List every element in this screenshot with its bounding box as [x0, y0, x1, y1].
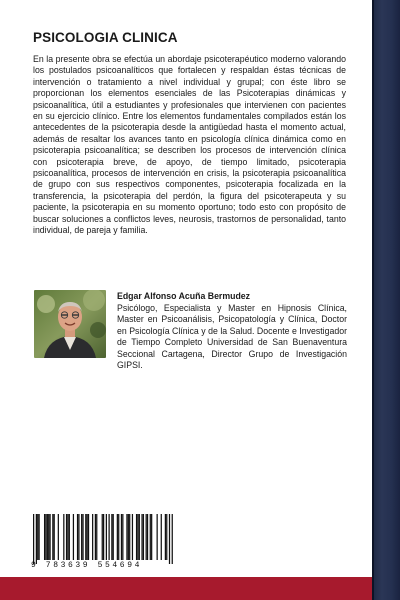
barcode-bar	[67, 514, 68, 560]
barcode-bar	[37, 514, 38, 560]
spine-edge	[372, 0, 374, 600]
barcode-bar	[108, 514, 109, 560]
barcode-bar	[126, 514, 127, 560]
barcode-bar	[69, 514, 70, 560]
barcode-bar	[88, 514, 89, 560]
barcode-bar	[117, 514, 118, 560]
barcode-bar	[82, 514, 83, 560]
barcode-bar	[151, 514, 152, 560]
barcode-bar	[33, 514, 34, 564]
barcode-bar	[38, 514, 39, 560]
barcode-bar	[143, 514, 144, 560]
barcode-bar	[111, 514, 112, 560]
barcode-bar	[87, 514, 88, 560]
barcode-bar	[169, 514, 170, 564]
barcode-bar	[141, 514, 142, 560]
barcode-bar	[92, 514, 93, 560]
bottom-color-band	[0, 577, 372, 600]
barcode-bar	[118, 514, 119, 560]
barcode-bar	[122, 514, 123, 560]
barcode-bar	[129, 514, 130, 560]
barcode-bar	[58, 514, 59, 560]
barcode-bar	[165, 514, 166, 560]
barcode-bar	[63, 514, 64, 560]
barcode-bar	[54, 514, 55, 560]
barcode-bar	[49, 514, 50, 560]
barcode-bar	[103, 514, 104, 560]
barcode-bar	[36, 514, 37, 564]
barcode-bar	[157, 514, 158, 560]
barcode-bar	[45, 514, 46, 560]
barcode-bar	[95, 514, 96, 560]
barcode-bar	[81, 514, 82, 560]
barcode-digits: 9 783639 554694	[31, 561, 143, 570]
barcode-bar	[48, 514, 49, 560]
barcode-bar	[77, 514, 78, 560]
book-spine	[372, 0, 400, 600]
barcode-bar	[150, 514, 151, 560]
barcode-bar	[147, 514, 148, 560]
book-description: En la presente obra se efectúa un abordaje psicoterapéutico moderno valorando los postulados psicoanalíticos que fortalecen y respaldan éstas técnicas de intervención o tratamiento a nivel individual y grupal; con éste libro se proporcionan los elementos esenciales de las Psicoterapias dinámicas y psicoanalítica, útil a estudiantes y profesionales que intervienen con pacientes en su ejercicio clínico. Entre los elementos fundamentales compilados están los antecedentes de la psicoterapia desde la antigüedad hasta el momento actual, además de resaltar los avances tanto en psicología clínica dinámica como en psicoterapia psicoanalítica; se describen los procesos de intervención clínica con psicoterapia breve, de apoyo, de tiempo limitado, psicoterapia psicoanalítica, procesos de intervención en crisis, la psicoterapia psicoanalítica de grupo con sus respectivos componentes, psicoterapia focalizada en la transferencia, la psicoterapia del perdón, la figura del psicoterapeuta y su paciente, la psicoterapia en su momento oportuno; todo esto con propósito de buscar soluciones a conflictos leves, neurosis, trastornos de personalidad, tanto individual, de pareja y familia.	[33, 54, 346, 236]
barcode-bar	[146, 514, 147, 560]
barcode-bar	[66, 514, 67, 560]
barcode-bar	[132, 514, 133, 560]
barcode-bar	[136, 514, 137, 560]
barcode-bar	[113, 514, 114, 560]
barcode-bar	[102, 514, 103, 560]
barcode-bar	[73, 514, 74, 560]
barcode-bar	[139, 514, 140, 560]
barcode-bar	[137, 514, 138, 560]
barcode-bar	[106, 514, 107, 560]
barcode-bar	[96, 514, 97, 560]
author-bio: Psicólogo, Especialista y Master en Hipnosis Clínica, Master en Psicoanálisis, Psicopatología y Clínica, Doctor en Psicología Clínica y de la Salud. Docente e Investigador de Tiempo Completo Universidad de San Buenaventura Seccional Cartagena, Director Grupo de Investigación GIPSI.	[117, 303, 347, 371]
barcode-bar	[78, 514, 79, 560]
author-name: Edgar Alfonso Acuña Bermudez	[117, 291, 251, 301]
barcode-bar	[128, 514, 129, 560]
barcode-bar	[52, 514, 53, 560]
barcode-bar	[121, 514, 122, 560]
book-title: PSICOLOGIA CLINICA	[33, 30, 178, 45]
barcode-bar	[172, 514, 173, 564]
barcode-bar	[85, 514, 86, 560]
barcode-bar	[44, 514, 45, 560]
author-photo	[34, 290, 106, 358]
barcode-bar	[166, 514, 167, 560]
barcode-bar	[161, 514, 162, 560]
barcode-bar	[47, 514, 48, 560]
